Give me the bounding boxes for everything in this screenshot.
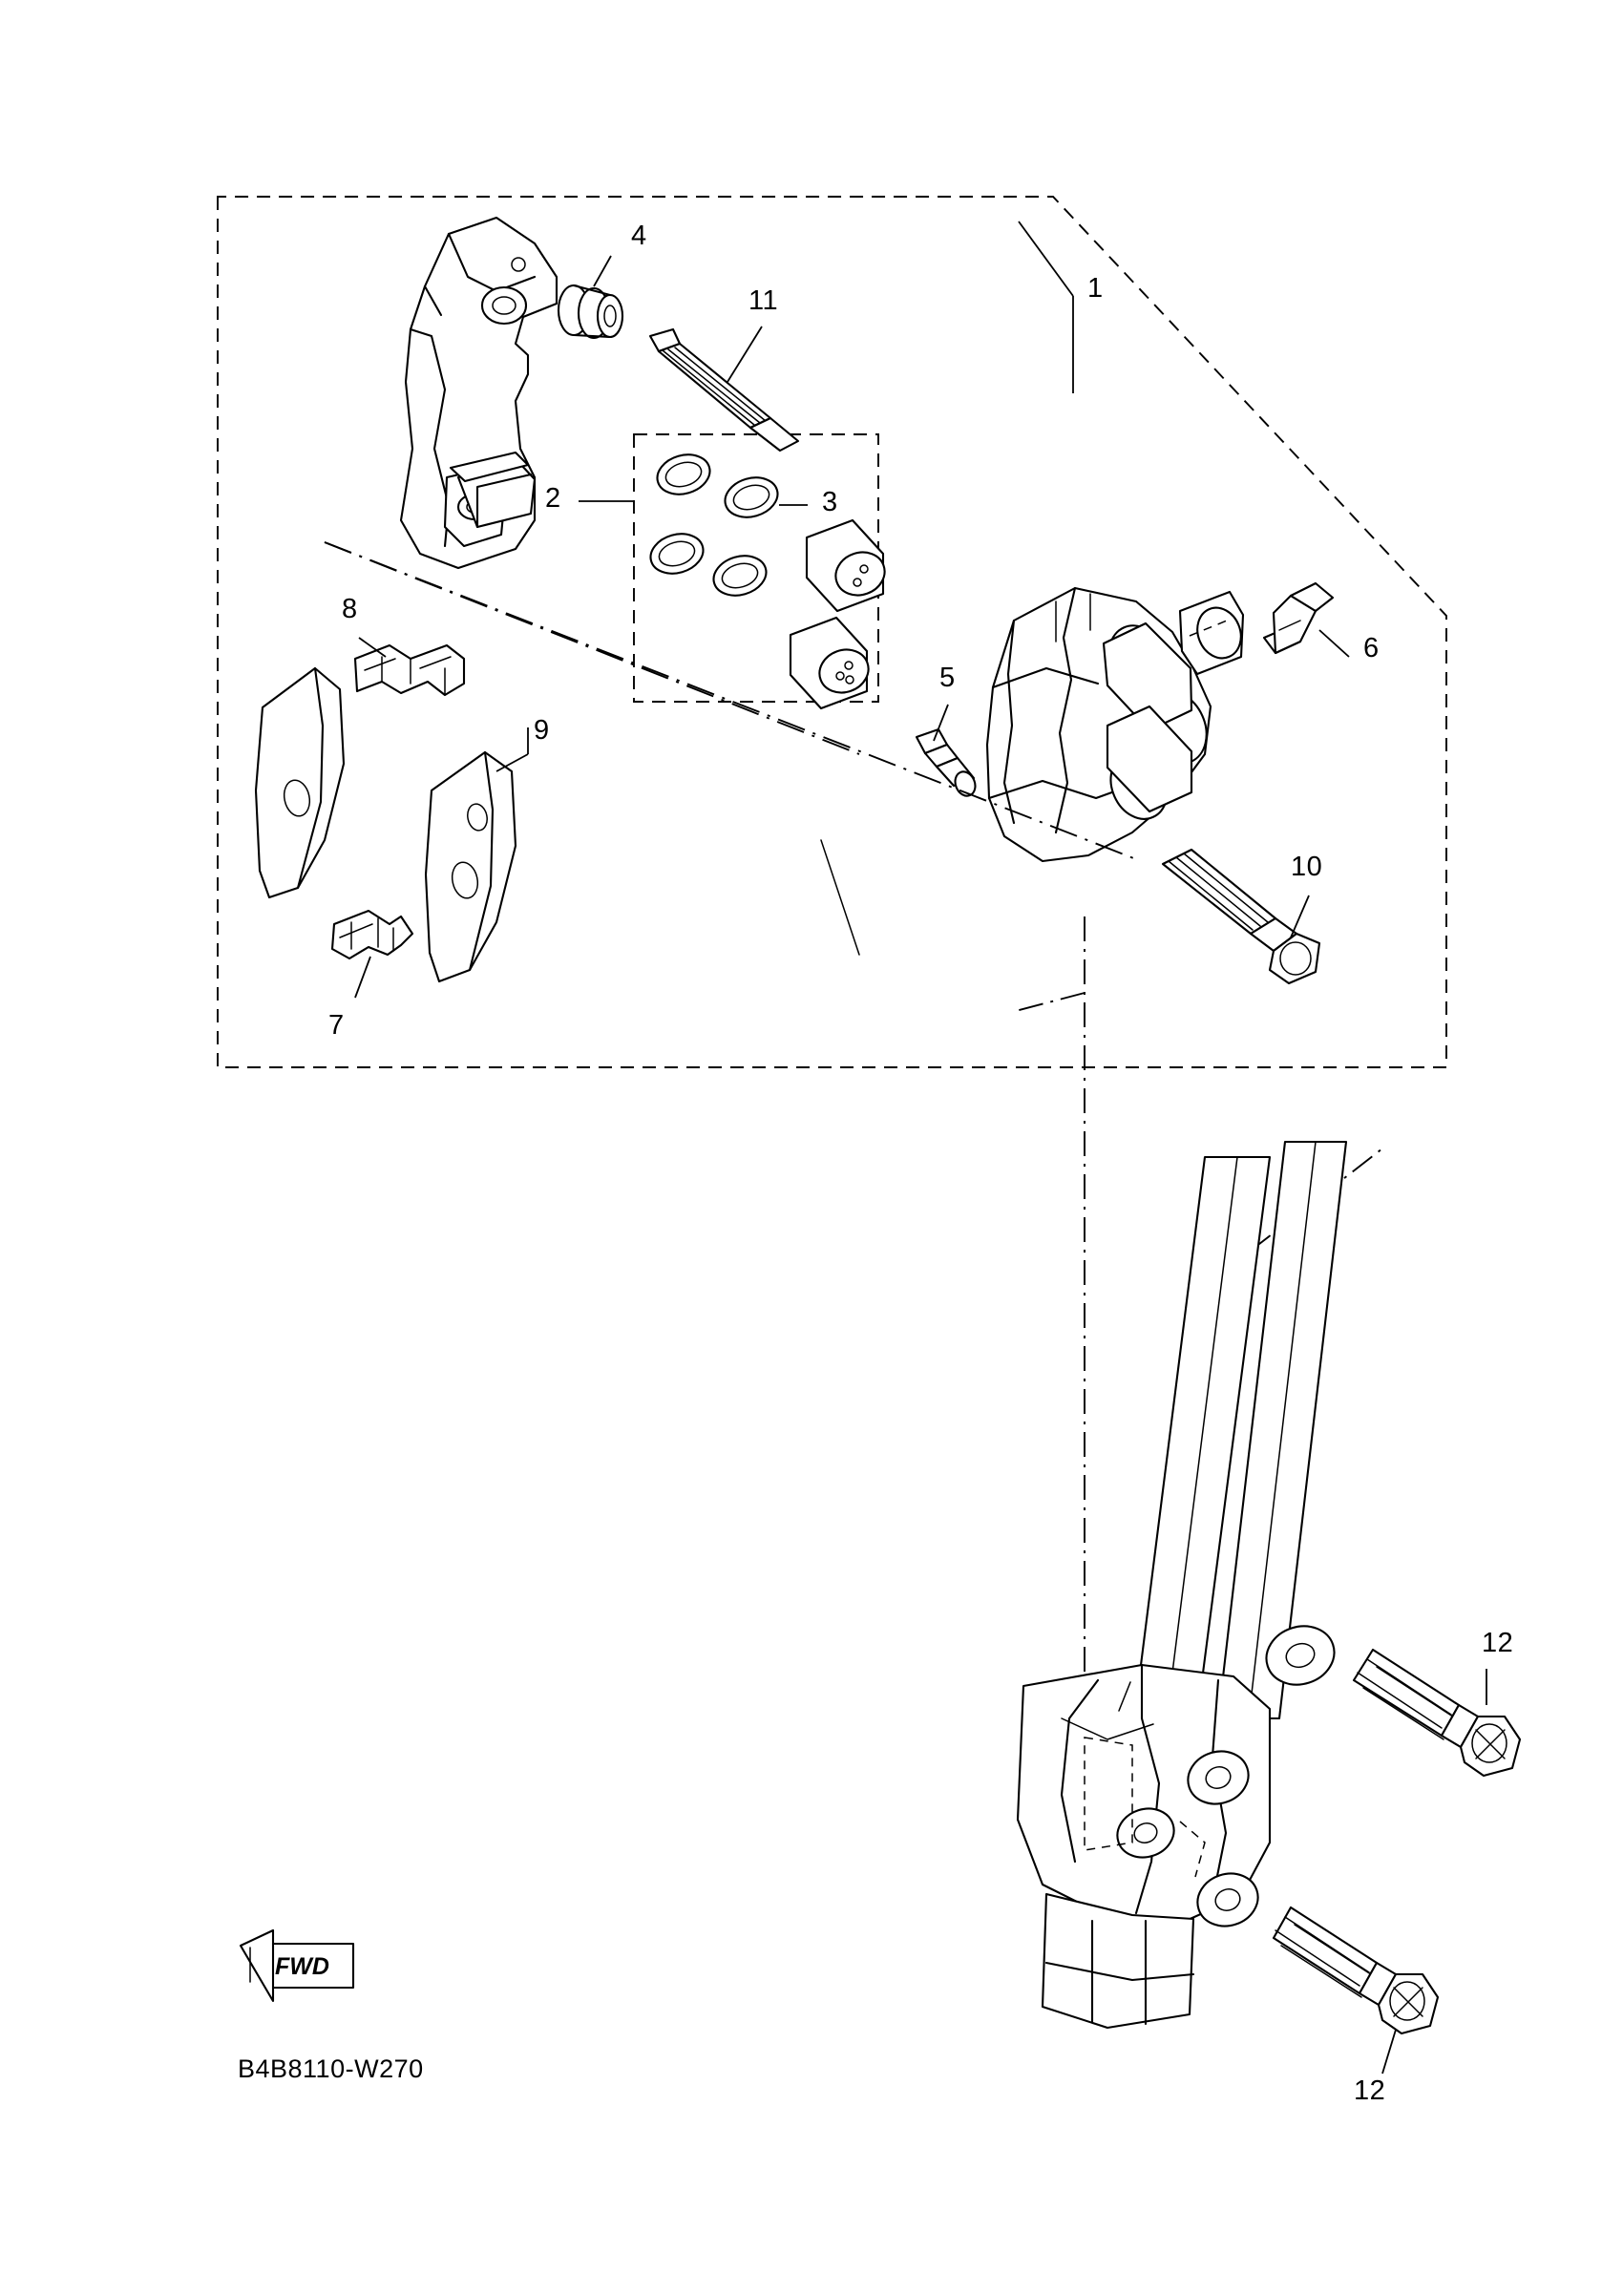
callout-8: 8	[342, 594, 358, 624]
callout-11: 11	[748, 285, 779, 316]
part-code-label: B4B8110-W270	[238, 2054, 424, 2083]
callout-5: 5	[939, 663, 956, 693]
callout-1: 1	[1087, 273, 1104, 304]
centerlines	[325, 542, 1386, 1747]
fwd-direction-label: FWD	[275, 1953, 329, 1980]
axle-holder-bolt-lower-12	[1274, 1907, 1438, 2074]
callout-12-upper: 12	[1482, 1628, 1514, 1658]
callout-4: 4	[631, 221, 647, 251]
callout-10: 10	[1291, 852, 1323, 882]
caliper-bracket	[401, 218, 557, 568]
piston-seals-3	[646, 449, 808, 601]
caliper-body	[987, 588, 1249, 861]
brake-pad-outer	[256, 668, 344, 897]
callout-6: 6	[1363, 633, 1380, 664]
slide-pin-bolt-11	[650, 326, 798, 451]
caliper-pistons	[790, 520, 891, 708]
dust-seal-4	[559, 256, 622, 338]
callout-3: 3	[822, 487, 838, 517]
brake-pad-inner	[426, 727, 528, 981]
callout-9: 9	[534, 715, 550, 746]
callout-12-lower: 12	[1354, 2075, 1386, 2106]
callout-2: 2	[545, 483, 561, 514]
pad-spring-8	[355, 638, 464, 695]
front-fork-assembly	[1018, 1142, 1346, 2028]
pad-spring-7	[332, 911, 412, 998]
callout-7: 7	[328, 1010, 345, 1041]
slide-pin-5	[917, 705, 979, 799]
axle-holder-bolt-upper-12	[1354, 1650, 1520, 1776]
bleed-screw-6	[1264, 583, 1349, 657]
